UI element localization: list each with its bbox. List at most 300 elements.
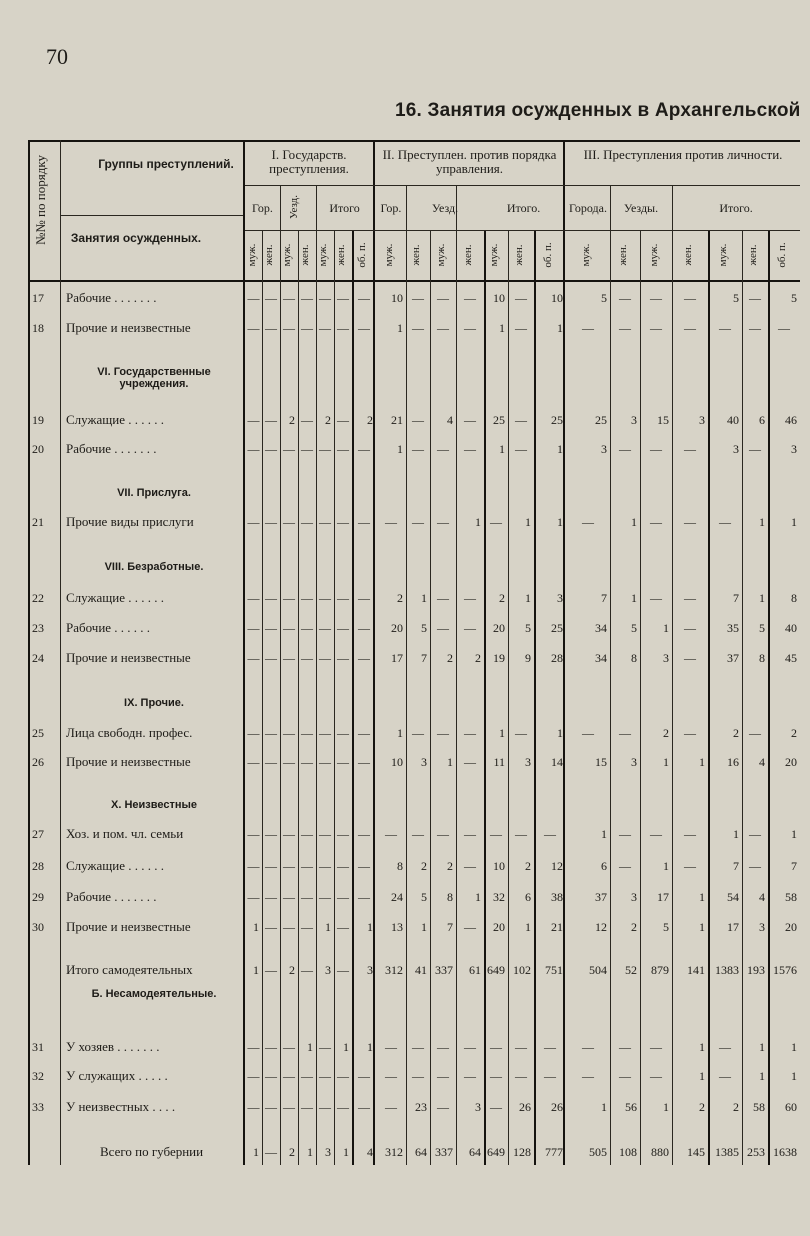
table-cell: — — [319, 442, 331, 456]
table-cell: 1 — [421, 920, 427, 934]
col-rule — [742, 230, 743, 1165]
table-cell: — — [337, 1069, 349, 1083]
table-cell: — — [265, 591, 277, 605]
table-cell: 1 — [343, 1145, 349, 1159]
table-cell: 193 — [747, 963, 765, 977]
table-cell: — — [265, 621, 277, 635]
table-cell: 8 — [631, 651, 637, 665]
table-cell: 3 — [325, 1145, 331, 1159]
table-cell: — — [283, 651, 295, 665]
table-cell: — — [337, 321, 349, 335]
table-cell: 34 — [595, 651, 607, 665]
row-label: У хозяев . . . . . . . — [66, 1039, 160, 1054]
col-rule — [640, 230, 641, 1165]
table-cell: — — [437, 1100, 449, 1114]
table-cell: 1 — [499, 442, 505, 456]
table-cell: — — [437, 321, 449, 335]
table-cell: — — [464, 859, 476, 873]
subgroup-header: Итого. — [506, 201, 541, 215]
row-number: 17 — [32, 291, 44, 305]
table-cell: — — [684, 291, 696, 305]
table-cell: — — [464, 920, 476, 934]
table-cell: — — [412, 442, 424, 456]
table-cell: — — [684, 621, 696, 635]
col-rule — [610, 230, 611, 1165]
table-cell: 20 — [391, 621, 403, 635]
column-header: жен. — [682, 244, 694, 266]
table-cell: 5 — [421, 890, 427, 904]
table-cell: 5 — [663, 920, 669, 934]
table-cell: — — [619, 827, 631, 841]
table-cell: — — [619, 291, 631, 305]
table-cell: 17 — [727, 920, 739, 934]
col-rule — [298, 230, 299, 1165]
table-cell: 4 — [367, 1145, 373, 1159]
table-cell: 1 — [699, 755, 705, 769]
table-cell: 34 — [595, 621, 607, 635]
table-cell: — — [337, 591, 349, 605]
table-cell: 3 — [601, 442, 607, 456]
table-cell: 337 — [435, 1145, 453, 1159]
table-cell: 3 — [733, 442, 739, 456]
table-cell: 2 — [733, 726, 739, 740]
table-cell: 15 — [657, 413, 669, 427]
table-cell: — — [749, 321, 761, 335]
table-cell: — — [265, 651, 277, 665]
table-cell: — — [319, 591, 331, 605]
table-cell: 10 — [391, 291, 403, 305]
table-cell: 1 — [397, 442, 403, 456]
table-cell: — — [582, 515, 594, 529]
row-label: Лица свободн. профес. — [66, 725, 193, 740]
section-heading: X. Неизвестные — [111, 799, 197, 811]
column-header: муж. — [580, 243, 592, 267]
table-cell: 5 — [791, 291, 797, 305]
page-title: 16. Занятия осужденных в Архангельской — [395, 100, 801, 121]
table-cell: — — [301, 591, 313, 605]
column-header: жен. — [299, 244, 311, 266]
col-rule — [406, 230, 407, 1165]
table-cell: — — [319, 1040, 331, 1054]
table-cell: — — [283, 591, 295, 605]
table-cell: — — [247, 827, 260, 841]
table-cell: 58 — [785, 890, 797, 904]
table-cell: 1 — [475, 890, 481, 904]
row-label: Хоз. и пом. чл. семьи — [66, 826, 184, 841]
table-cell: 3 — [699, 413, 705, 427]
table-cell: — — [301, 291, 313, 305]
table-cell: — — [301, 755, 313, 769]
table-cell: — — [301, 1100, 313, 1114]
table-cell: 3 — [525, 755, 531, 769]
table-cell: — — [358, 827, 370, 841]
table-cell: — — [582, 726, 594, 740]
column-header: жен. — [462, 244, 474, 266]
table-cell: — — [464, 413, 476, 427]
table-cell: — — [337, 515, 349, 529]
table-cell: — — [247, 651, 260, 665]
page-number: 70 — [46, 44, 68, 69]
table-cell: — — [619, 321, 631, 335]
table-cell: 4 — [759, 755, 765, 769]
row-label: Рабочие . . . . . . . — [66, 889, 157, 904]
column-header: муж. — [383, 243, 395, 267]
table-cell: 253 — [747, 1145, 765, 1159]
table-cell: 41 — [415, 963, 427, 977]
table-cell: 46 — [785, 413, 797, 427]
table-cell: — — [412, 1040, 424, 1054]
row-label: Прочие и неизвестные — [66, 754, 191, 769]
column-header: муж. — [488, 243, 500, 267]
row-number: 21 — [32, 515, 44, 529]
table-cell: 7 — [421, 651, 427, 665]
table-cell: — — [247, 890, 260, 904]
table-cell: — — [437, 827, 449, 841]
table-cell: 2 — [791, 726, 797, 740]
table-cell: — — [283, 291, 295, 305]
row-number: 26 — [32, 755, 44, 769]
row-label: У неизвестных . . . . — [66, 1099, 176, 1114]
table-cell: 1 — [759, 591, 765, 605]
table-cell: — — [337, 621, 349, 635]
section-heading: IX. Прочие. — [124, 697, 184, 709]
table-cell: 1 — [367, 920, 373, 934]
table-cell: 5 — [421, 621, 427, 635]
group-header-1: I. Государств. преступления. — [269, 147, 349, 176]
table-cell: 1 — [253, 1145, 259, 1159]
table-cell: 1 — [343, 1040, 349, 1054]
table-cell: — — [337, 963, 349, 977]
table-cell: 1 — [663, 755, 669, 769]
row-label: Служащие . . . . . . — [66, 590, 164, 605]
table-cell: 26 — [551, 1100, 563, 1114]
table-cell: — — [283, 827, 295, 841]
table-cell: 20 — [493, 920, 505, 934]
table-cell: — — [412, 291, 424, 305]
table-cell: 60 — [785, 1100, 797, 1114]
rownum-rule — [60, 140, 61, 1165]
table-cell: 4 — [759, 890, 765, 904]
table-cell: — — [650, 1040, 662, 1054]
table-cell: 25 — [493, 413, 505, 427]
table-cell: — — [544, 1040, 556, 1054]
table-cell: 37 — [727, 651, 739, 665]
table-cell: — — [544, 827, 556, 841]
table-cell: 1576 — [773, 963, 797, 977]
column-header: муж. — [317, 243, 329, 267]
table-cell: — — [684, 515, 696, 529]
row-number: 30 — [32, 920, 44, 934]
table-cell: — — [385, 515, 397, 529]
table-cell: 1638 — [773, 1145, 797, 1159]
table-cell: — — [319, 621, 331, 635]
table-cell: — — [619, 859, 631, 873]
table-cell: — — [358, 291, 370, 305]
table-cell: 21 — [551, 920, 563, 934]
table-cell: — — [319, 827, 331, 841]
table-cell: 3 — [421, 755, 427, 769]
table-cell: 1 — [557, 442, 563, 456]
table-cell: 1 — [699, 1069, 705, 1083]
table-cell: 6 — [525, 890, 531, 904]
table-cell: — — [247, 1100, 260, 1114]
row-number: 31 — [32, 1040, 44, 1054]
table-cell: 40 — [785, 621, 797, 635]
table-cell: 2 — [525, 859, 531, 873]
table-cell: 102 — [513, 963, 531, 977]
table-cell: — — [385, 1040, 397, 1054]
table-cell: — — [385, 827, 397, 841]
table-cell: 1 — [557, 515, 563, 529]
total-row-label: Всего по губернии — [100, 1144, 204, 1159]
table-cell: — — [337, 755, 349, 769]
table-cell: 2 — [397, 591, 403, 605]
table-cell: — — [358, 515, 370, 529]
table-cell: — — [464, 1040, 476, 1054]
table-cell: 312 — [385, 963, 403, 977]
table-cell: — — [265, 890, 277, 904]
table-cell: 1 — [791, 827, 797, 841]
row-label: Служащие . . . . . . — [66, 412, 164, 427]
table-cell: 2 — [367, 413, 373, 427]
table-cell: — — [464, 291, 476, 305]
table-cell: 8 — [759, 651, 765, 665]
table-cell: — — [650, 1069, 662, 1083]
table-cell: — — [319, 1069, 331, 1083]
table-cell: — — [283, 621, 295, 635]
table-cell: 5 — [759, 621, 765, 635]
table-cell: 8 — [791, 591, 797, 605]
table-cell: — — [358, 442, 370, 456]
table-cell: 58 — [753, 1100, 765, 1114]
table-cell: 19 — [493, 651, 505, 665]
row-label: Прочие и неизвестные — [66, 650, 191, 665]
table-cell: — — [337, 920, 349, 934]
table-cell: — — [283, 1069, 295, 1083]
table-cell: — — [283, 890, 295, 904]
table-cell: — — [301, 442, 313, 456]
table-cell: — — [358, 755, 370, 769]
table-cell: — — [650, 515, 662, 529]
table-cell: — — [358, 321, 370, 335]
table-cell: — — [412, 321, 424, 335]
table-cell: — — [265, 515, 277, 529]
corner-diagonal-rule — [60, 215, 243, 216]
table-cell: — — [582, 321, 594, 335]
table-cell: 61 — [469, 963, 481, 977]
table-cell: 751 — [545, 963, 563, 977]
table-cell: 6 — [601, 859, 607, 873]
section-heading: VI. Государственные учреждения. — [97, 366, 211, 390]
table-cell: 3 — [631, 890, 637, 904]
table-cell: 1 — [525, 591, 531, 605]
subgroup-header: Итого. — [719, 201, 753, 215]
table-cell: 505 — [589, 1145, 607, 1159]
row-label: Рабочие . . . . . . . — [66, 441, 157, 456]
table-cell: — — [490, 515, 502, 529]
table-cell: 12 — [551, 859, 563, 873]
column-header: жен. — [617, 244, 629, 266]
table-cell: 2 — [289, 413, 295, 427]
table-cell: — — [464, 321, 476, 335]
table-cell: 11 — [493, 755, 505, 769]
row-label: Прочие и неизвестные — [66, 320, 191, 335]
table-cell: — — [301, 413, 313, 427]
table-cell: — — [684, 651, 696, 665]
table-cell: — — [619, 1040, 631, 1054]
table-cell: — — [719, 1040, 731, 1054]
table-cell: 128 — [513, 1145, 531, 1159]
table-cell: — — [358, 591, 370, 605]
table-cell: — — [337, 827, 349, 841]
table-cell: 3 — [367, 963, 373, 977]
table-cell: — — [490, 1040, 502, 1054]
table-cell: — — [337, 413, 349, 427]
table-cell: 1383 — [715, 963, 739, 977]
table-cell: — — [385, 1100, 397, 1114]
table-cell: — — [337, 651, 349, 665]
group-rule — [563, 140, 565, 1165]
table-cell: — — [358, 726, 370, 740]
table-cell: 17 — [657, 890, 669, 904]
table-cell: — — [515, 442, 527, 456]
column-header: жен. — [335, 244, 347, 266]
table-cell: — — [684, 726, 696, 740]
column-header: муж. — [717, 243, 729, 267]
table-cell: — — [412, 726, 424, 740]
table-cell: — — [247, 291, 260, 305]
table-cell: — — [265, 1100, 277, 1114]
table-cell: 337 — [435, 963, 453, 977]
table-cell: 26 — [519, 1100, 531, 1114]
table-cell: 1 — [699, 1040, 705, 1054]
table-cell: — — [358, 890, 370, 904]
table-cell: 880 — [651, 1145, 669, 1159]
table-cell: 879 — [651, 963, 669, 977]
row-label: Прочие и неизвестные — [66, 919, 191, 934]
table-cell: — — [337, 890, 349, 904]
table-cell: — — [337, 726, 349, 740]
table-cell: — — [619, 442, 631, 456]
table-cell: 2 — [447, 859, 453, 873]
table-cell: 25 — [551, 621, 563, 635]
table-cell: 5 — [733, 291, 739, 305]
subgroup-rule — [280, 185, 281, 230]
table-cell: — — [582, 1040, 594, 1054]
table-cell: — — [437, 591, 449, 605]
table-cell: 1 — [759, 1040, 765, 1054]
table-cell: — — [265, 1145, 277, 1159]
table-cell: 10 — [493, 291, 505, 305]
table-cell: — — [719, 321, 731, 335]
table-cell: — — [247, 859, 260, 873]
table-cell: 10 — [391, 755, 403, 769]
row-number: 24 — [32, 651, 44, 665]
col-rule — [768, 230, 770, 1165]
table-cell: — — [301, 827, 313, 841]
table-cell: 32 — [493, 890, 505, 904]
table-cell: — — [684, 827, 696, 841]
group-header-2: II. Преступлен. против порядка управления. — [382, 147, 557, 176]
table-cell: — — [719, 1069, 731, 1083]
table-cell: — — [265, 321, 277, 335]
table-cell: 3 — [759, 920, 765, 934]
table-cell: — — [283, 859, 295, 873]
table-cell: — — [358, 651, 370, 665]
table-cell: — — [283, 920, 295, 934]
table-cell: 8 — [447, 890, 453, 904]
table-cell: 54 — [727, 890, 739, 904]
table-cell: 35 — [727, 621, 739, 635]
table-cell: — — [358, 1100, 370, 1114]
table-cell: 1 — [447, 755, 453, 769]
table-cell: 7 — [601, 591, 607, 605]
table-cell: — — [650, 321, 662, 335]
table-cell: — — [283, 321, 295, 335]
table-cell: — — [749, 726, 761, 740]
table-cell: — — [358, 1069, 370, 1083]
row-number: 19 — [32, 413, 44, 427]
table-cell: 3 — [557, 591, 563, 605]
table-cell: — — [619, 1069, 631, 1083]
table-cell: — — [515, 827, 527, 841]
table-cell: 2 — [475, 651, 481, 665]
table-cell: 23 — [415, 1100, 427, 1114]
table-cell: — — [283, 755, 295, 769]
table-cell: 1 — [699, 890, 705, 904]
table-cell: 5 — [601, 291, 607, 305]
group-sub-rule — [245, 185, 800, 186]
column-header: об. п. — [776, 242, 788, 268]
table-cell: — — [301, 963, 313, 977]
table-cell: — — [684, 442, 696, 456]
table-cell: — — [319, 1100, 331, 1114]
table-cell: — — [515, 413, 527, 427]
table-cell: 1 — [663, 621, 669, 635]
table-cell: 14 — [551, 755, 563, 769]
table-cell: 6 — [759, 413, 765, 427]
table-cell: 649 — [487, 963, 505, 977]
table-cell: — — [265, 827, 277, 841]
table-cell: 10 — [551, 291, 563, 305]
row-number: 20 — [32, 442, 44, 456]
table-cell: — — [464, 1069, 476, 1083]
table-cell: 45 — [785, 651, 797, 665]
row-label: Служащие . . . . . . — [66, 858, 164, 873]
table-cell: — — [749, 291, 761, 305]
table-cell: — — [437, 1069, 449, 1083]
table-cell: 16 — [727, 755, 739, 769]
table-cell: 1 — [601, 827, 607, 841]
table-cell: 141 — [687, 963, 705, 977]
table-cell: — — [412, 413, 424, 427]
table-cell: — — [319, 755, 331, 769]
row-number: 23 — [32, 621, 44, 635]
table-cell: 1 — [325, 920, 331, 934]
table-cell: 2 — [699, 1100, 705, 1114]
column-header: муж. — [245, 243, 258, 267]
section-heading: Б. Несамодеятельные. — [91, 988, 217, 1000]
table-cell: 64 — [469, 1145, 481, 1159]
table-cell: — — [319, 890, 331, 904]
table-cell: — — [437, 1040, 449, 1054]
subgroup-header: Города. — [569, 201, 607, 215]
table-cell: 20 — [785, 920, 797, 934]
row-number: 18 — [32, 321, 44, 335]
table-cell: — — [319, 321, 331, 335]
table-cell: — — [301, 651, 313, 665]
column-header: жен. — [513, 244, 525, 266]
